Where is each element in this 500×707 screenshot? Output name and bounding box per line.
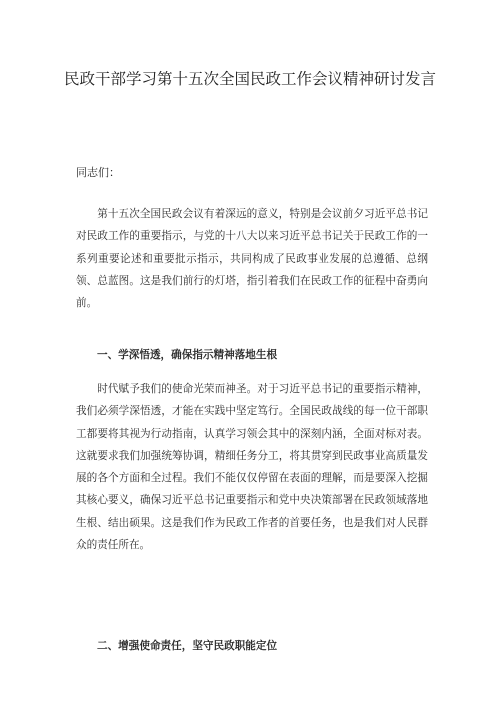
greeting: 同志们：: [76, 166, 120, 179]
section-heading-1: 一、学深悟透，确保指示精神落地生根: [97, 349, 278, 361]
paragraph-section-1: 时代赋予我们的使命光荣而神圣。对于习近平总书记的重要指示精神，我们必须学深悟透，才能在实践中坚定笃行。全国民政战线的每一位干部职工都要将其视为行动指南，认真学习领会其中的深刻内涵，全面对标对表。这就要求我们加强统筹协调，精细任务分工，将其贯穿到民政事业高质量发展的各个方面和全过程。我们不能仅仅停留在表面的理解，而是要深入挖掘其核心要义，确保习近平总书记重要指示和党中央决策部署在民政领域落地生根、结出硕果。这是我们作为民政工作者的首要任务，也是我们对人民群众的责任所在。: [76, 383, 428, 552]
paragraph-intro: 第十五次全国民政会议有着深远的意义，特别是会议前夕习近平总书记对民政工作的重要指示，与党的十八大以来习近平总书记关于民政工作的一系列重要论述和重要批示指示，共同构成了民政事业发展的总遵循、总纲领、总蓝图。这是我们前行的灯塔，指引着我们在民政工作的征程中奋勇向前。: [76, 208, 428, 310]
section-heading-2: 二、增强使命责任，坚守民政职能定位: [97, 640, 278, 652]
document-title: 民政干部学习第十五次全国民政工作会议精神研讨发言: [63, 70, 436, 88]
